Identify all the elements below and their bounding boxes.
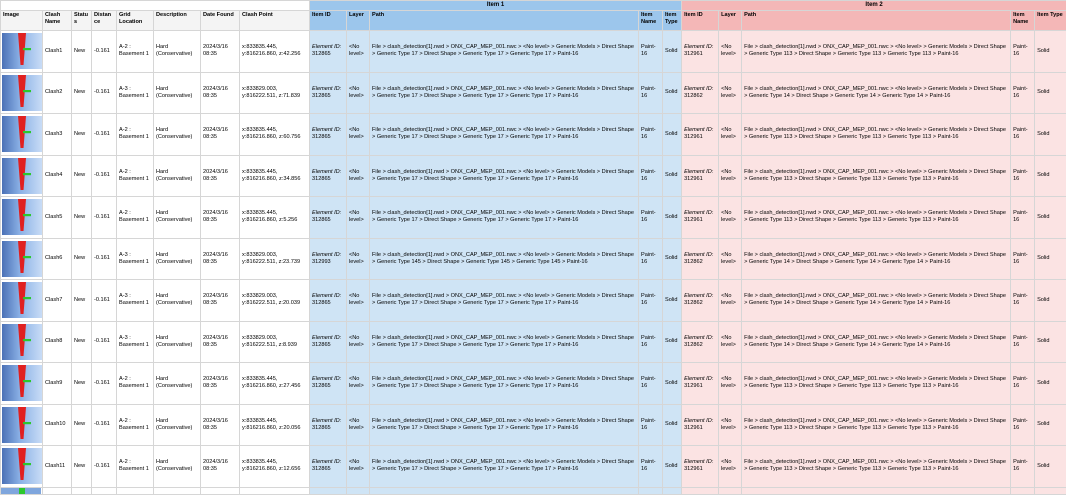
grid-location: A-2 : Basement 1	[117, 31, 154, 73]
item2-id	[682, 404, 719, 446]
item2-type: Solid	[1035, 31, 1066, 73]
clash-image-cell	[1, 321, 43, 363]
item1-name: Paint-16	[639, 321, 663, 363]
item2-path: File > clash_detection[1].nwd > ONX_CAP_MEP_001.nwc > <No level> > Generic Models > Direct Shape > Generic Type 113 > Direct Shape > Generic Type 113 > Generic Type 113 > Paint-16	[742, 155, 1011, 197]
distance-value: -0.161	[92, 446, 117, 488]
item1-type: Solid	[663, 404, 682, 446]
clash-name: Clash3	[43, 114, 72, 156]
item1-type: Solid	[663, 321, 682, 363]
date-found: 2024/3/16 08:35	[201, 31, 240, 73]
status-value: New	[72, 363, 92, 405]
group-header-blank	[1, 1, 310, 11]
distance-value: -0.161	[92, 280, 117, 322]
item2-name: Paint-16	[1011, 321, 1035, 363]
element-id-label: Element ID:	[684, 293, 713, 299]
table-row[interactable]	[1, 363, 1066, 405]
item2-layer: <No level>	[719, 197, 742, 239]
description: Hard (Conservative)	[154, 446, 201, 488]
element-id-label: Element ID:	[684, 127, 713, 133]
element-id-label: Element ID:	[684, 169, 713, 175]
table-row[interactable]	[1, 197, 1066, 239]
element-id-label: Element ID:	[312, 252, 341, 258]
description: Hard (Conservative)	[154, 197, 201, 239]
element-id-value: 312961	[684, 383, 703, 389]
clash-thumbnail-image	[1, 488, 41, 494]
item1-type: Solid	[663, 446, 682, 488]
clash-point: x:833835.445, y:816216.860, z:42.256	[240, 31, 310, 73]
item2-id	[682, 280, 719, 322]
status-value: New	[72, 446, 92, 488]
item1-name: Paint-16	[639, 404, 663, 446]
item2-path: File > clash_detection[1].nwd > ONX_CAP_MEP_001.nwc > <No level> > Generic Models > Direct Shape > Generic Type 113 > Direct Shape > Generic Type 113 > Generic Type 113 > Paint-16	[742, 446, 1011, 488]
table-row[interactable]	[1, 114, 1066, 156]
item1-id	[310, 321, 347, 363]
clash-point: x:833835.445, y:816216.860, z:34.856	[240, 155, 310, 197]
clash-point: x:833835.445, y:816216.860, z:5.256	[240, 197, 310, 239]
distance-value: -0.161	[92, 404, 117, 446]
element-id-value: 312862	[684, 93, 703, 99]
col-clash-name[interactable]: Clash Name	[43, 11, 72, 31]
col-item1-type[interactable]: Item Type	[663, 11, 682, 31]
element-id-label: Element ID:	[312, 210, 341, 216]
col-clash-point[interactable]: Clash Point	[240, 11, 310, 31]
group-header-item1: Item 1	[310, 1, 682, 11]
clash-thumbnail-image	[2, 116, 42, 152]
item1-id	[310, 280, 347, 322]
distance-value: -0.161	[92, 321, 117, 363]
item1-layer: <No level>	[347, 114, 370, 156]
item2-name: Paint-16	[1011, 238, 1035, 280]
item1-name: Paint-16	[639, 114, 663, 156]
clash-point: x:833835.445, y:816216.860, z:60.756	[240, 114, 310, 156]
item1-type: Solid	[663, 238, 682, 280]
distance-value: -0.161	[92, 197, 117, 239]
grid-location: A-2 : Basement 1	[117, 197, 154, 239]
col-item2-id[interactable]: Item ID	[682, 11, 719, 31]
item2-type: Solid	[1035, 72, 1066, 114]
element-id-label: Element ID:	[312, 169, 341, 175]
item1-name: Paint-16	[639, 31, 663, 73]
element-id-value: 312865	[312, 176, 331, 182]
item1-id	[310, 363, 347, 405]
item2-layer: <No level>	[719, 155, 742, 197]
grid-location: A-2 : Basement 1	[117, 363, 154, 405]
item2-layer: <No level>	[719, 114, 742, 156]
clash-image-cell	[1, 238, 43, 280]
clash-image-cell	[1, 31, 43, 73]
element-id-value: 312865	[312, 342, 331, 348]
item1-path: File > clash_detection[1].nwd > ONX_CAP_MEP_001.nwc > <No level> > Generic Models > Direct Shape > Generic Type 17 > Direct Shape > Generic Type 17 > Generic Type 17 > Paint-16	[370, 404, 639, 446]
col-item1-id[interactable]: Item ID	[310, 11, 347, 31]
item2-name: Paint-16	[1011, 72, 1035, 114]
item2-id	[682, 197, 719, 239]
table-row[interactable]	[1, 280, 1066, 322]
clash-rows	[1, 31, 1066, 495]
item2-layer: <No level>	[719, 446, 742, 488]
element-id-value: 312961	[684, 217, 703, 223]
clash-point: x:833829.003, y:816222.511, z:8.939	[240, 321, 310, 363]
item2-path: File > clash_detection[1].nwd > ONX_CAP_MEP_001.nwc > <No level> > Generic Models > Direct Shape > Generic Type 14 > Direct Shape > Generic Type 14 > Generic Type 14 > Paint-16	[742, 72, 1011, 114]
distance-value: -0.161	[92, 72, 117, 114]
item1-type: Solid	[663, 31, 682, 73]
item1-name: Paint-16	[639, 446, 663, 488]
col-item1-path[interactable]: Path	[370, 11, 639, 31]
item2-type: Solid	[1035, 404, 1066, 446]
item1-name: Paint-16	[639, 72, 663, 114]
element-id-label: Element ID:	[684, 376, 713, 382]
item1-layer: <No level>	[347, 446, 370, 488]
clash-point: x:833829.003, y:816222.511, z:71.839	[240, 72, 310, 114]
distance-value: -0.161	[92, 238, 117, 280]
item2-id	[682, 155, 719, 197]
status-value: New	[72, 404, 92, 446]
item1-id	[310, 197, 347, 239]
clash-name: Clash11	[43, 446, 72, 488]
item1-layer: <No level>	[347, 155, 370, 197]
clash-point: x:833835.445, y:816216.860, z:12.656	[240, 446, 310, 488]
clash-thumbnail-image	[2, 365, 42, 401]
grid-location: A-2 : Basement 1	[117, 404, 154, 446]
item1-id	[310, 446, 347, 488]
item2-id	[682, 363, 719, 405]
element-id-value: 312865	[312, 217, 331, 223]
item2-path: File > clash_detection[1].nwd > ONX_CAP_MEP_001.nwc > <No level> > Generic Models > Direct Shape > Generic Type 14 > Direct Shape > Generic Type 14 > Generic Type 14 > Paint-16	[742, 321, 1011, 363]
date-found: 2024/3/16 08:35	[201, 321, 240, 363]
distance-value: -0.161	[92, 114, 117, 156]
date-found: 2024/3/16 08:35	[201, 197, 240, 239]
item2-path: File > clash_detection[1].nwd > ONX_CAP_MEP_001.nwc > <No level> > Generic Models > Direct Shape > Generic Type 113 > Direct Shape > Generic Type 113 > Generic Type 113 > Paint-16	[742, 31, 1011, 73]
element-id-value: 312865	[312, 51, 331, 57]
clash-image-cell	[1, 446, 43, 488]
clash-point: x:833829.003, y:816222.511, z:23.739	[240, 238, 310, 280]
clash-thumbnail-image	[2, 282, 42, 318]
col-item2-path[interactable]: Path	[742, 11, 1011, 31]
element-id-label: Element ID:	[684, 252, 713, 258]
item1-path: File > clash_detection[1].nwd > ONX_CAP_MEP_001.nwc > <No level> > Generic Models > Direct Shape > Generic Type 17 > Direct Shape > Generic Type 17 > Generic Type 17 > Paint-16	[370, 72, 639, 114]
element-id-value: 312865	[312, 134, 331, 140]
grid-location: A-3 : Basement 1	[117, 321, 154, 363]
item1-id	[310, 238, 347, 280]
status-value: New	[72, 31, 92, 73]
item2-name: Paint-16	[1011, 280, 1035, 322]
element-id-label: Element ID:	[312, 335, 341, 341]
status-value: New	[72, 321, 92, 363]
item2-layer: <No level>	[719, 72, 742, 114]
item2-name: Paint-16	[1011, 155, 1035, 197]
item2-layer: <No level>	[719, 363, 742, 405]
item1-layer: <No level>	[347, 404, 370, 446]
item1-id	[310, 31, 347, 73]
distance-value: -0.161	[92, 155, 117, 197]
element-id-value: 312865	[312, 300, 331, 306]
item2-id	[682, 238, 719, 280]
element-id-value: 312961	[684, 425, 703, 431]
item1-path: File > clash_detection[1].nwd > ONX_CAP_MEP_001.nwc > <No level> > Generic Models > Direct Shape > Generic Type 17 > Direct Shape > Generic Type 17 > Generic Type 17 > Paint-16	[370, 197, 639, 239]
distance-value: -0.161	[92, 31, 117, 73]
item1-layer: <No level>	[347, 72, 370, 114]
item2-path: File > clash_detection[1].nwd > ONX_CAP_MEP_001.nwc > <No level> > Generic Models > Direct Shape > Generic Type 113 > Direct Shape > Generic Type 113 > Generic Type 113 > Paint-16	[742, 197, 1011, 239]
element-id-label: Element ID:	[684, 210, 713, 216]
item1-name: Paint-16	[639, 155, 663, 197]
date-found: 2024/3/16 08:35	[201, 446, 240, 488]
clash-point: x:833835.445, y:816216.860, z:20.056	[240, 404, 310, 446]
status-value: New	[72, 155, 92, 197]
clash-image-cell	[1, 404, 43, 446]
clash-image-cell	[1, 72, 43, 114]
clash-name: Clash10	[43, 404, 72, 446]
item1-type: Solid	[663, 114, 682, 156]
item2-layer: <No level>	[719, 280, 742, 322]
item2-path: File > clash_detection[1].nwd > ONX_CAP_MEP_001.nwc > <No level> > Generic Models > Direct Shape > Generic Type 113 > Direct Shape > Generic Type 113 > Generic Type 113 > Paint-16	[742, 363, 1011, 405]
element-id-label: Element ID:	[312, 418, 341, 424]
element-id-label: Element ID:	[312, 86, 341, 92]
item2-type: Solid	[1035, 321, 1066, 363]
item1-name: Paint-16	[639, 197, 663, 239]
item1-name: Paint-16	[639, 238, 663, 280]
grid-location: A-2 : Basement 1	[117, 155, 154, 197]
col-item1-layer[interactable]: Layer	[347, 11, 370, 31]
item1-type: Solid	[663, 197, 682, 239]
clash-image-cell	[1, 155, 43, 197]
grid-location: A-3 : Basement 1	[117, 280, 154, 322]
clash-name: Clash7	[43, 280, 72, 322]
table-row[interactable]	[1, 321, 1066, 363]
element-id-label: Element ID:	[684, 418, 713, 424]
grid-location: A-3 : Basement 1	[117, 72, 154, 114]
item1-layer: <No level>	[347, 31, 370, 73]
element-id-value: 312865	[312, 383, 331, 389]
item1-layer: <No level>	[347, 363, 370, 405]
grid-location: A-2 : Basement 1	[117, 114, 154, 156]
clash-name: Clash4	[43, 155, 72, 197]
clash-image-cell	[1, 363, 43, 405]
item2-layer: <No level>	[719, 238, 742, 280]
element-id-label: Element ID:	[312, 459, 341, 465]
col-item2-layer[interactable]: Layer	[719, 11, 742, 31]
element-id-value: 312862	[684, 342, 703, 348]
description: Hard (Conservative)	[154, 31, 201, 73]
element-id-value: 312862	[684, 259, 703, 265]
col-grid-location[interactable]: Grid Location	[117, 11, 154, 31]
item1-path: File > clash_detection[1].nwd > ONX_CAP_MEP_001.nwc > <No level> > Generic Models > Direct Shape > Generic Type 17 > Direct Shape > Generic Type 17 > Generic Type 17 > Paint-16	[370, 363, 639, 405]
item2-path: File > clash_detection[1].nwd > ONX_CAP_MEP_001.nwc > <No level> > Generic Models > Direct Shape > Generic Type 113 > Direct Shape > Generic Type 113 > Generic Type 113 > Paint-16	[742, 404, 1011, 446]
item1-id	[310, 114, 347, 156]
col-item2-type[interactable]: Item Type	[1035, 11, 1066, 31]
date-found: 2024/3/16 08:35	[201, 363, 240, 405]
table-row[interactable]	[1, 31, 1066, 73]
column-header-row	[1, 11, 1066, 31]
clash-image-cell	[1, 280, 43, 322]
item1-path: File > clash_detection[1].nwd > ONX_CAP_MEP_001.nwc > <No level> > Generic Models > Direct Shape > Generic Type 17 > Direct Shape > Generic Type 17 > Generic Type 17 > Paint-16	[370, 114, 639, 156]
item2-type: Solid	[1035, 280, 1066, 322]
clash-name: Clash8	[43, 321, 72, 363]
clash-name: Clash2	[43, 72, 72, 114]
item1-path: File > clash_detection[1].nwd > ONX_CAP_MEP_001.nwc > <No level> > Generic Models > Direct Shape > Generic Type 17 > Direct Shape > Generic Type 17 > Generic Type 17 > Paint-16	[370, 31, 639, 73]
col-image[interactable]: Image	[1, 11, 43, 31]
item2-name: Paint-16	[1011, 197, 1035, 239]
item1-layer: <No level>	[347, 321, 370, 363]
item1-type: Solid	[663, 72, 682, 114]
clash-thumbnail-image	[2, 407, 42, 443]
table-row[interactable]	[1, 72, 1066, 114]
status-value: New	[72, 114, 92, 156]
item2-type: Solid	[1035, 155, 1066, 197]
item1-path: File > clash_detection[1].nwd > ONX_CAP_MEP_001.nwc > <No level> > Generic Models > Direct Shape > Generic Type 17 > Direct Shape > Generic Type 17 > Generic Type 17 > Paint-16	[370, 280, 639, 322]
item1-path: File > clash_detection[1].nwd > ONX_CAP_MEP_001.nwc > <No level> > Generic Models > Direct Shape > Generic Type 17 > Direct Shape > Generic Type 17 > Generic Type 17 > Paint-16	[370, 446, 639, 488]
col-date-found[interactable]: Date Found	[201, 11, 240, 31]
item2-name: Paint-16	[1011, 363, 1035, 405]
clash-point: x:833835.445, y:816216.860, z:27.456	[240, 363, 310, 405]
clash-thumbnail-image	[2, 33, 42, 69]
item2-layer: <No level>	[719, 404, 742, 446]
description: Hard (Conservative)	[154, 404, 201, 446]
element-id-label: Element ID:	[684, 335, 713, 341]
element-id-value: 312961	[684, 176, 703, 182]
item1-id	[310, 155, 347, 197]
element-id-label: Element ID:	[684, 86, 713, 92]
clash-image-cell	[1, 197, 43, 239]
item2-name: Paint-16	[1011, 31, 1035, 73]
element-id-value: 312961	[684, 51, 703, 57]
item1-type: Solid	[663, 363, 682, 405]
clash-thumbnail-image	[2, 324, 42, 360]
item2-name: Paint-16	[1011, 114, 1035, 156]
clash-thumbnail-image	[2, 448, 42, 484]
item1-path: File > clash_detection[1].nwd > ONX_CAP_MEP_001.nwc > <No level> > Generic Models > Direct Shape > Generic Type 17 > Direct Shape > Generic Type 17 > Generic Type 17 > Paint-16	[370, 321, 639, 363]
item2-type: Solid	[1035, 197, 1066, 239]
status-value: New	[72, 238, 92, 280]
item1-layer: <No level>	[347, 197, 370, 239]
table-row[interactable]	[1, 238, 1066, 280]
clash-point: x:833829.003, y:816222.511, z:20.039	[240, 280, 310, 322]
item2-type: Solid	[1035, 238, 1066, 280]
date-found: 2024/3/16 08:35	[201, 280, 240, 322]
clash-name: Clash5	[43, 197, 72, 239]
element-id-label: Element ID:	[312, 44, 341, 50]
clash-image-cell	[1, 114, 43, 156]
item2-id	[682, 31, 719, 73]
element-id-value: 312865	[312, 425, 331, 431]
item2-path: File > clash_detection[1].nwd > ONX_CAP_MEP_001.nwc > <No level> > Generic Models > Direct Shape > Generic Type 113 > Direct Shape > Generic Type 113 > Generic Type 113 > Paint-16	[742, 114, 1011, 156]
item1-type: Solid	[663, 280, 682, 322]
item1-path: File > clash_detection[1].nwd > ONX_CAP_MEP_001.nwc > <No level> > Generic Models > Direct Shape > Generic Type 145 > Direct Shape > Generic Type 145 > Generic Type 145 > Paint-16	[370, 238, 639, 280]
col-item2-name[interactable]: Item Name	[1011, 11, 1035, 31]
element-id-value: 312865	[312, 466, 331, 472]
col-description[interactable]: Description	[154, 11, 201, 31]
description: Hard (Conservative)	[154, 155, 201, 197]
item1-path: File > clash_detection[1].nwd > ONX_CAP_MEP_001.nwc > <No level> > Generic Models > Direct Shape > Generic Type 17 > Direct Shape > Generic Type 17 > Generic Type 17 > Paint-16	[370, 155, 639, 197]
clash-thumbnail-image	[2, 199, 42, 235]
item1-layer: <No level>	[347, 238, 370, 280]
item1-name: Paint-16	[639, 280, 663, 322]
table-row[interactable]	[1, 155, 1066, 197]
clash-thumbnail-image	[2, 241, 42, 277]
group-header-row	[1, 1, 1066, 11]
item2-path: File > clash_detection[1].nwd > ONX_CAP_MEP_001.nwc > <No level> > Generic Models > Direct Shape > Generic Type 14 > Direct Shape > Generic Type 14 > Generic Type 14 > Paint-16	[742, 238, 1011, 280]
element-id-label: Element ID:	[684, 44, 713, 50]
table-row[interactable]	[1, 446, 1066, 488]
element-id-label: Element ID:	[684, 459, 713, 465]
item2-name: Paint-16	[1011, 446, 1035, 488]
description: Hard (Conservative)	[154, 363, 201, 405]
item2-type: Solid	[1035, 446, 1066, 488]
description: Hard (Conservative)	[154, 238, 201, 280]
item2-path: File > clash_detection[1].nwd > ONX_CAP_MEP_001.nwc > <No level> > Generic Models > Direct Shape > Generic Type 14 > Direct Shape > Generic Type 14 > Generic Type 14 > Paint-16	[742, 280, 1011, 322]
clash-name: Clash1	[43, 31, 72, 73]
clash-name: Clash6	[43, 238, 72, 280]
item2-type: Solid	[1035, 114, 1066, 156]
grid-location: A-3 : Basement 1	[117, 238, 154, 280]
item2-type: Solid	[1035, 363, 1066, 405]
table-row-partial	[1, 487, 1066, 494]
element-id-label: Element ID:	[312, 127, 341, 133]
status-value: New	[72, 72, 92, 114]
item1-id	[310, 72, 347, 114]
status-value: New	[72, 280, 92, 322]
element-id-value: 312993	[312, 259, 331, 265]
grid-location: A-2 : Basement 1	[117, 446, 154, 488]
date-found: 2024/3/16 08:35	[201, 404, 240, 446]
status-value: New	[72, 197, 92, 239]
col-item1-name[interactable]: Item Name	[639, 11, 663, 31]
item2-id	[682, 446, 719, 488]
item2-name: Paint-16	[1011, 404, 1035, 446]
description: Hard (Conservative)	[154, 114, 201, 156]
item1-id	[310, 404, 347, 446]
element-id-label: Element ID:	[312, 376, 341, 382]
clash-name: Clash9	[43, 363, 72, 405]
group-header-item2: Item 2	[682, 1, 1066, 11]
item2-id	[682, 114, 719, 156]
clash-thumbnail-image	[2, 158, 42, 194]
distance-value: -0.161	[92, 363, 117, 405]
date-found: 2024/3/16 08:35	[201, 72, 240, 114]
item2-layer: <No level>	[719, 31, 742, 73]
table-row[interactable]	[1, 404, 1066, 446]
date-found: 2024/3/16 08:35	[201, 114, 240, 156]
item1-name: Paint-16	[639, 363, 663, 405]
date-found: 2024/3/16 08:35	[201, 238, 240, 280]
item2-layer: <No level>	[719, 321, 742, 363]
description: Hard (Conservative)	[154, 280, 201, 322]
item2-id	[682, 72, 719, 114]
element-id-value: 312961	[684, 134, 703, 140]
clash-thumbnail-image	[2, 75, 42, 111]
element-id-value: 312865	[312, 93, 331, 99]
col-status[interactable]: Status	[72, 11, 92, 31]
element-id-value: 312862	[684, 300, 703, 306]
col-distance[interactable]: Distance	[92, 11, 117, 31]
element-id-value: 312961	[684, 466, 703, 472]
item2-id	[682, 321, 719, 363]
date-found: 2024/3/16 08:35	[201, 155, 240, 197]
item1-layer: <No level>	[347, 280, 370, 322]
element-id-label: Element ID:	[312, 293, 341, 299]
item1-type: Solid	[663, 155, 682, 197]
description: Hard (Conservative)	[154, 321, 201, 363]
description: Hard (Conservative)	[154, 72, 201, 114]
